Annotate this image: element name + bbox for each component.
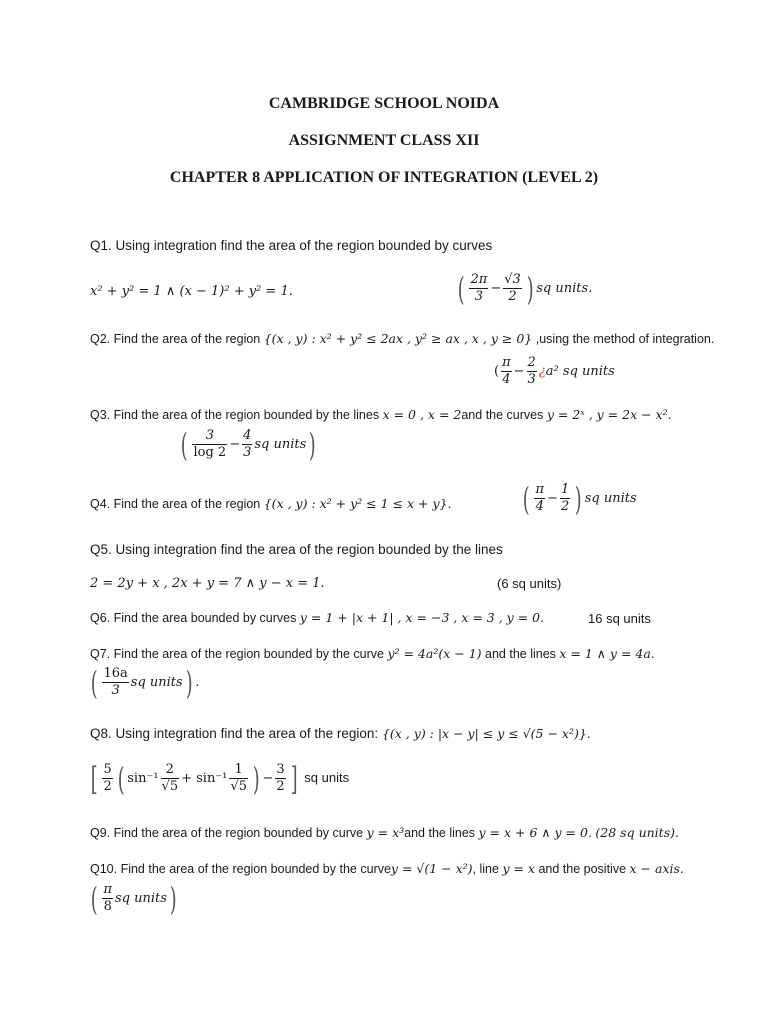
q7-curve: y² = 4a²(x − 1) (387, 646, 482, 661)
q5-text: Q5. Using integration find the area of the region bounded by the lines (90, 542, 503, 557)
q10-line (90, 861, 684, 876)
q1-ans-num2: √3 (504, 272, 521, 287)
q10-axis: x − axis. (629, 861, 684, 876)
q9-line (90, 825, 679, 840)
q10-prefix: Q10. Find the area of the region bounded by the curve (90, 862, 391, 876)
q4-answer: ( $\frac{\pi}{4}$ − $\frac{1}{2}$ ) sq units (522, 479, 637, 518)
q10-curve: y = √(1 − x²) (390, 861, 473, 876)
school-title: CAMBRIDGE SCHOOL NOIDA (268, 95, 500, 112)
q1-ans-den2: 2 (508, 289, 517, 304)
q2-line (90, 331, 714, 346)
q2-ans-unit: a² sq units (545, 364, 615, 379)
q3-ans-unit: sq units (254, 437, 307, 452)
q9-answer: (28 sq units). (595, 825, 679, 840)
q3-lines: x = 0 , x = 2 (382, 407, 462, 422)
q9-curve: y = x³ (366, 825, 405, 840)
q4-ans-den2: 2 (560, 499, 570, 514)
q1-expression: x² + y² = 1 ∧ (x − 1)² + y² = 1. (90, 284, 293, 299)
q7-mid: and the lines (485, 647, 556, 661)
chapter-title: CHAPTER 8 APPLICATION OF INTEGRATION (LEVEL 2) (169, 169, 599, 186)
q7-ans-den: 3 (111, 683, 120, 698)
q4-prefix: Q4. Find the area of the region (90, 497, 261, 511)
q6-expression: y = 1 + |x + 1| , x = −3 , x = 3 , y = 0. (299, 610, 545, 625)
q8-ans-num4: 3 (276, 762, 285, 777)
q8-ans-den2: √5 (161, 779, 179, 794)
q7-answer: ( $\frac{16a}{3}$ sq units) . (90, 663, 200, 702)
q4-set: {(x , y) : x² + y² ≤ 1 ≤ x + y}. (263, 496, 452, 511)
q2-prefix: Q2. Find the area of the region (90, 332, 261, 346)
q7-ans-num: 16a (103, 666, 128, 681)
q3-answer: ( $\frac{3}{\log 2}$ − $\frac{4}{3}$ sq units) (180, 425, 317, 464)
q6-prefix: Q6. Find the area bounded by curves (90, 611, 297, 625)
q8-ans-unit: sq units (304, 770, 350, 785)
q8-line (90, 726, 591, 741)
q2-ans-num1: π (502, 355, 511, 370)
q8-ans-num2: 2 (161, 762, 180, 779)
q2-ans-glyph: ¿ (538, 364, 546, 379)
q8-ans-den3: √5 (230, 779, 247, 794)
assignment-title: ASSIGNMENT CLASS XII (288, 132, 480, 149)
q2-answer: ( $\frac{\pi}{4}$ − $\frac{2}{3}$ ¿a² sq units (494, 355, 615, 387)
q10-mid2: and the positive (538, 862, 627, 876)
q7-line (90, 646, 655, 661)
q8-ans-sin1: sin⁻¹ (127, 771, 159, 786)
q10-answer: ( $\frac{\pi}{8}$ sq units) (90, 879, 177, 918)
q1-answer: ( $\frac{2\pi}{3}$ − $\frac{√3}{2}$ ) sq units. (457, 269, 593, 308)
q10-line-eq: y = x (502, 861, 535, 876)
q8-ans-den4: 2 (276, 779, 285, 794)
q8-prefix: Q8. Using integration find the area of the region: (90, 726, 379, 741)
q4-ans-den1: 4 (535, 499, 544, 514)
q9-mid: and the lines (404, 826, 476, 840)
q8-answer: [ $\frac{5}{2}$ ( sin⁻¹ $\frac{2}{√5}$ + sin⁻¹ $\frac{1}{√5}$ ) − $\frac{3}{2}$ ] sq units (90, 759, 350, 798)
q3-prefix: Q3. Find the area of the region bounded by the lines (90, 408, 380, 422)
q3-mid: and the curves (461, 408, 544, 422)
q4-ans-unit: sq units (584, 491, 637, 506)
q3-ans-den1: log 2 (193, 445, 227, 460)
q2-set: {(x , y) : x² + y² ≤ 2ax , y² ≥ ax , x , y ≥ 0} (263, 331, 533, 346)
q3-line (90, 407, 672, 422)
q5-expression: 2 = 2y + x , 2x + y = 7 ∧ y − x = 1. (90, 576, 325, 591)
q8-ans-num3: 1 (229, 762, 248, 779)
q1-ans-unit: sq units. (536, 281, 593, 296)
q2-ans-open: ( (494, 364, 500, 379)
q2-ans-den1: 4 (502, 372, 511, 387)
q3-curves: y = 2ˣ , y = 2x − x². (546, 407, 672, 422)
q1-text: Q1. Using integration find the area of the region bounded by curves (90, 238, 493, 253)
q7-prefix: Q7. Find the area of the region bounded by the curve (90, 647, 384, 661)
q3-ans-num1: 3 (192, 428, 227, 445)
q2-ans-den2: 3 (527, 372, 536, 387)
q2-suffix: ,using the method of integration. (535, 332, 715, 346)
q6-answer: 16 sq units (588, 611, 651, 626)
q6-line (90, 610, 544, 625)
q9-prefix: Q9. Find the area of the region bounded by curve (90, 826, 364, 840)
q7-lines: x = 1 ∧ y = 4a. (559, 646, 655, 661)
q1-ans-den1: 3 (474, 289, 484, 304)
q10-mid: , line (472, 862, 499, 876)
q10-ans-num: π (103, 882, 113, 897)
q8-set: {(x , y) : |x − y| ≤ y ≤ √(5 − x²)}. (381, 726, 591, 741)
q8-ans-num1: 5 (103, 762, 112, 777)
q3-ans-den2: 3 (243, 445, 252, 460)
q1-ans-num1: 2π (470, 272, 488, 287)
q4-ans-num2: 1 (560, 482, 570, 497)
q4-line (90, 496, 451, 511)
q3-ans-num2: 4 (243, 428, 252, 443)
q7-ans-unit: sq units (130, 675, 183, 690)
q2-ans-num2: 2 (527, 355, 536, 370)
q8-ans-den1: 2 (103, 779, 112, 794)
q5-answer: (6 sq units) (497, 576, 562, 591)
q8-ans-sin2: + sin⁻¹ (181, 771, 228, 786)
q10-ans-unit: sq units (115, 891, 167, 906)
q10-ans-den: 8 (103, 899, 112, 914)
q9-lines: y = x + 6 ∧ y = 0. (478, 825, 592, 840)
q4-ans-num1: π (535, 482, 545, 497)
